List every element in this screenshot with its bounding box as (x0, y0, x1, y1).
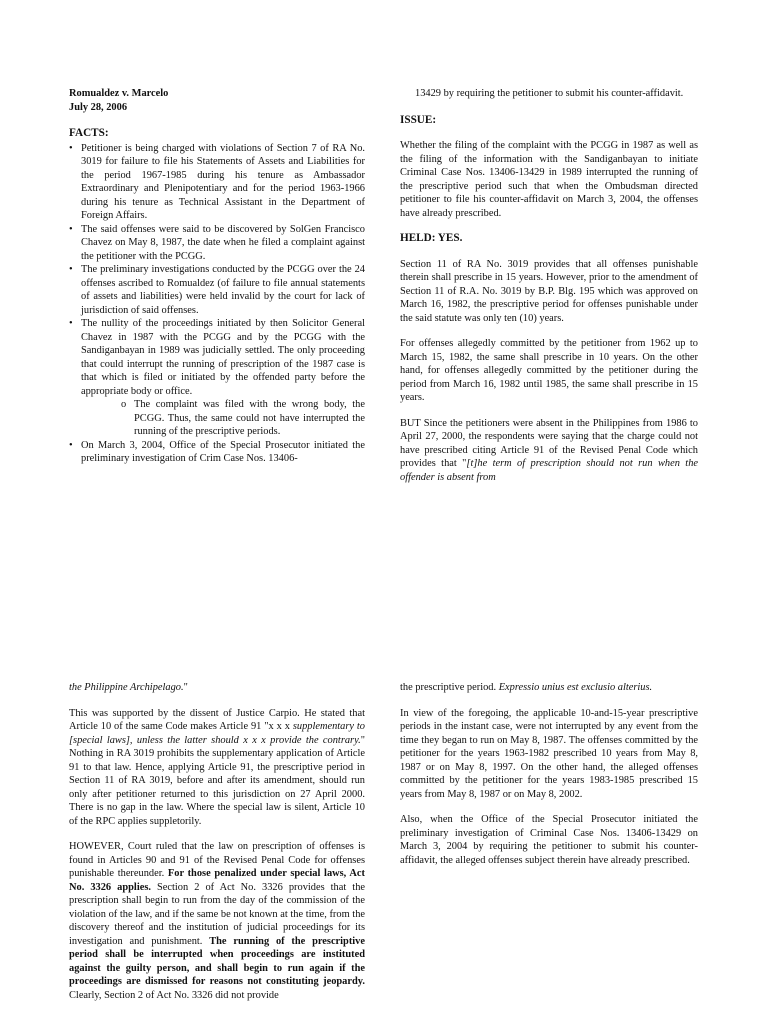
issue-heading: ISSUE: (400, 113, 437, 126)
facts-list (69, 142, 365, 399)
fact-item: • Petitioner is being charged with violations of Section 7 of RA No. 3019 for failure to file his Statements of Assets and Liabilities for the period 1967-1985 during his tenure as Ambassador Extraordinary and Plenipotentiary and for the period 1963-1966 during his tenure as Technical Assistant in the Department of Foreign Affairs. (69, 142, 365, 223)
fact-item: • The nullity of the proceedings initiated by then Solicitor General Chavez in 1987 with the PCGG and by the PCGG with the Sandiganbayan in 1989 was judicially settled. The only proceeding that could interrupt the running of prescription of the 1987 case is that which is filed or initiated by the offended party before the appropriate body or office. (69, 317, 365, 398)
held-paragraph: Section 11 of RA No. 3019 provides that all offenses punishable therein shall prescribe in 15 years. However, prior to the amendment of Section 11 of R.A. No. 3019 by B.P. Blg. 195 which was approved on March 16, 1982, the prescriptive period for offenses punishable under the said statute was only ten (10) years. (400, 258, 698, 324)
case-date: July 28, 2006 (69, 101, 128, 113)
fact-item: • On March 3, 2004, Office of the Special Prosecutor initiated the preliminary investigation of Crim Case Nos. 13406- (69, 439, 365, 466)
page2-right-column (400, 681, 698, 879)
fact-subpoint-text: The complaint was filed with the wrong body, the PCGG. Thus, the same could not have interrupted the running of the prescriptive periods. (134, 399, 365, 437)
held-paragraph: BUT Since the petitioners were absent in the Philippines from 1986 to April 27, 2000, the respondents were saying that the charge could not have prescribed citing Article 91 of the Revised Penal Code which provides that "[t]he term of prescription should not run when the offender is absent from (400, 417, 698, 483)
continued-text: the prescriptive period. Expressio unius est exclusio alterius. (400, 682, 653, 693)
conclusion-paragraph: In view of the foregoing, the applicable 10-and-15-year prescriptive periods in the instant case, were not interrupted by any event from the time they began to run on May 8, 1987. The offenses committed by the petitioner for the years 1963-1982 prescribed 10 years from May 8, 1987 or on May 8, 1997. On the other hand, the alleged offenses committed by the petitioner for the years 1983-1985 prescribed 15 years from May 8, 1987 or on May 8, 2002. (400, 707, 698, 800)
sub-bullet-marker: o (121, 399, 127, 410)
issue-text: Whether the filing of the complaint with the PCGG in 1987 as well as the filing of the information with the Sandiganbayan to initiate Criminal Case Nos. 13406-13429 in 1989 interrupted the running of the prescriptive period such that when the Ombudsman directed petitioner to file his counter-affidavit on March 3, 2004, the offenses have already prescribed. (400, 140, 698, 219)
continued-text: the Philippine Archipelago." (69, 682, 188, 693)
page1-left-column (69, 87, 365, 466)
held-paragraph: For offenses allegedly committed by the petitioner from 1962 up to March 15, 1982, the same shall prescribe in 10 years. On the other hand, for offenses allegedly committed by the petitioner during the period from March 16, 1982 until 1985, the same shall prescribe in 15 years. (400, 338, 698, 403)
fact-item: • The preliminary investigations conducted by the PCGG over the 24 offenses ascribed to Romualdez (of failure to file annual statements of assets and liabilities) were held invalid by the court for lack of jurisdiction of said offenses. (69, 263, 365, 317)
conclusion-paragraph: Also, when the Office of the Special Prosecutor initiated the preliminary investigation of Criminal Case Nos. 13406-13429 on March 3, 2004 by requiring the petitioner to submit his counter-affidavit, the alleged offenses subject therein have already prescribed. (400, 814, 698, 866)
page1-right-column (400, 87, 698, 496)
page2-left-column (69, 681, 365, 1014)
dissent-paragraph: This was supported by the dissent of Justice Carpio. He stated that Article 10 of the same Code makes Article 91 "x x x supplementary to [special laws], unless the latter should x x x provide the contrary." Nothing in RA 3019 prohibits the supplementary application of Article 91 to that law. Hence, applying Article 91, the prescriptive period in Section 11 of RA 3019, before and after its amendment, should run only after petitioner returned to this jurisdiction on 27 April 2000. There is no gap in the law. Where the special law is silent, Article 10 of the RPC applies suppletorily. (69, 707, 365, 827)
case-title: Romualdez v. Marcelo (69, 88, 169, 99)
facts-heading: FACTS: (69, 127, 109, 139)
held-heading: HELD: YES. (400, 232, 463, 244)
ruling-paragraph: HOWEVER, Court ruled that the law on prescription of offenses is found in Articles 90 and 91 of the Revised Penal Code for offenses punishable thereunder. For those penalized under special laws, Act No. 3326 applies. Section 2 of Act No. 3326 provides that the prescription shall begin to run from the day of the commission of the violation of the law, and if the same be not known at the time, from the discovery thereof and the institution of judicial proceedings for its investigation and punishment. The running of the prescriptive period shall be interrupted when proceedings are instituted against the guilty person, and shall begin to run again if the proceedings are dismissed for reasons not constituting jeopardy. Clearly, Section 2 of Act No. 3326 did not provide (69, 841, 365, 1001)
fact-subpoint (69, 398, 365, 439)
continued-text: 13429 by requiring the petitioner to submit his counter-affidavit. (415, 88, 684, 99)
fact-item: • The said offenses were said to be discovered by SolGen Francisco Chavez on May 8, 1987, the date when he filed a complaint against the petitioner with the PCGG. (69, 223, 365, 264)
